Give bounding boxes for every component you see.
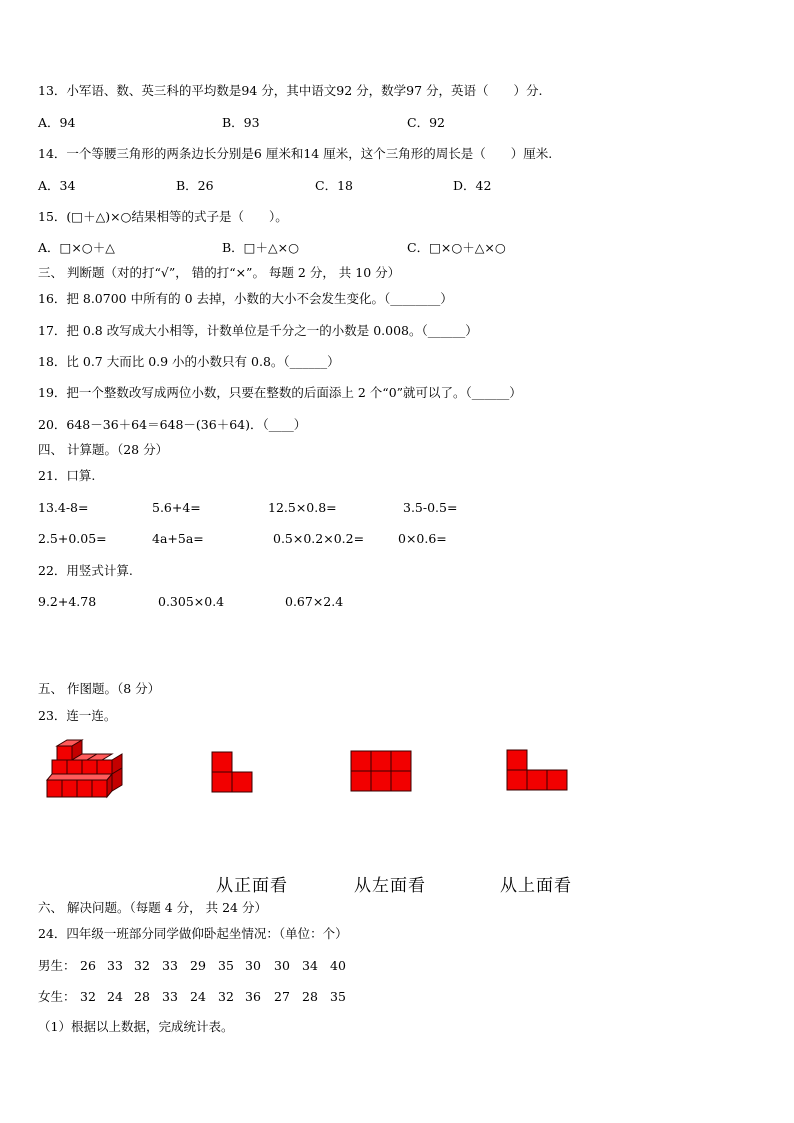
girls-value: 35 bbox=[330, 989, 346, 1004]
vertical-calc-item: 0.305×0.4 bbox=[158, 594, 225, 609]
q15-option-c: C．□×○＋△×○ bbox=[407, 240, 506, 255]
oral-calc-item: 3.5-0.5= bbox=[403, 500, 458, 515]
oral-calc-item: 0.5×0.2×0.2= bbox=[273, 531, 365, 546]
boys-value: 35 bbox=[218, 958, 234, 973]
question-16: 16．把 8.0700 中所有的 0 去掉，小数的大小不会发生变化。（________） bbox=[38, 291, 453, 306]
cube-solid-figure bbox=[45, 740, 125, 800]
boys-value: 32 bbox=[134, 958, 150, 973]
girls-label: 女生： bbox=[38, 989, 76, 1004]
boys-value: 26 bbox=[80, 958, 96, 973]
oral-calc-item: 12.5×0.8= bbox=[268, 500, 337, 515]
oral-calc-item: 4a+5a= bbox=[152, 531, 204, 546]
girls-value: 28 bbox=[302, 989, 318, 1004]
boys-value: 34 bbox=[302, 958, 318, 973]
oral-calc-item: 5.6+4= bbox=[152, 500, 201, 515]
girls-value: 28 bbox=[134, 989, 150, 1004]
q13-option-b: B．93 bbox=[222, 115, 260, 130]
girls-value: 27 bbox=[274, 989, 290, 1004]
question-24-title: 24．四年级一班部分同学做仰卧起坐情况：（单位：个） bbox=[38, 926, 348, 941]
q15-option-a: A．□×○＋△ bbox=[38, 240, 115, 255]
question-24-sub1: （1）根据以上数据，完成统计表。 bbox=[38, 1019, 234, 1034]
girls-value: 32 bbox=[80, 989, 96, 1004]
boys-value: 29 bbox=[190, 958, 206, 973]
view-figure-l-shape bbox=[212, 752, 254, 794]
boys-value: 33 bbox=[162, 958, 178, 973]
question-15-stem: 15．(□＋△)×○结果相等的式子是（ ）。 bbox=[38, 209, 288, 224]
question-20: 20．648－36＋64＝648－(36＋64)．（____） bbox=[38, 417, 307, 432]
boys-value: 30 bbox=[245, 958, 261, 973]
girls-value: 33 bbox=[162, 989, 178, 1004]
question-23-title: 23．连一连。 bbox=[38, 708, 117, 723]
section-5-heading: 五、 作图题。（8 分） bbox=[38, 681, 161, 696]
question-21-title: 21．口算. bbox=[38, 468, 96, 483]
section-4-heading: 四、 计算题。（28 分） bbox=[38, 442, 169, 457]
view-label-left: 从左面看 bbox=[354, 876, 426, 896]
question-18: 18．比 0.7 大而比 0.9 小的小数只有 0.8。（______） bbox=[38, 354, 340, 369]
question-13-stem: 13．小军语、数、英三科的平均数是94 分，其中语文92 分，数学97 分，英语（ ）分. bbox=[38, 83, 543, 98]
section-3-heading: 三、 判断题（对的打“√”， 错的打“×”。 每题 2 分， 共 10 分） bbox=[38, 265, 401, 280]
boys-value: 40 bbox=[330, 958, 346, 973]
vertical-calc-item: 0.67×2.4 bbox=[285, 594, 344, 609]
q14-option-d: D．42 bbox=[453, 178, 492, 193]
q13-option-a: A．94 bbox=[38, 115, 76, 130]
q13-option-c: C．92 bbox=[407, 115, 445, 130]
question-17: 17．把 0.8 改写成大小相等，计数单位是千分之一的小数是 0.008。（______） bbox=[38, 323, 478, 338]
q14-option-c: C．18 bbox=[315, 178, 353, 193]
q14-option-b: B．26 bbox=[176, 178, 214, 193]
oral-calc-item: 0×0.6= bbox=[398, 531, 447, 546]
boys-label: 男生： bbox=[38, 958, 76, 973]
boys-value: 30 bbox=[274, 958, 290, 973]
view-figure-long-l-shape bbox=[507, 750, 569, 792]
girls-value: 36 bbox=[245, 989, 261, 1004]
boys-value: 33 bbox=[107, 958, 123, 973]
view-label-front: 从正面看 bbox=[216, 876, 288, 896]
girls-value: 24 bbox=[107, 989, 123, 1004]
q15-option-b: B．□＋△×○ bbox=[222, 240, 299, 255]
q14-option-a: A．34 bbox=[38, 178, 76, 193]
oral-calc-item: 13.4-8= bbox=[38, 500, 89, 515]
girls-value: 32 bbox=[218, 989, 234, 1004]
section-6-heading: 六、 解决问题。（每题 4 分， 共 24 分） bbox=[38, 900, 267, 915]
view-label-top: 从上面看 bbox=[500, 876, 572, 896]
question-19: 19．把一个整数改写成两位小数，只要在整数的后面添上 2 个“0”就可以了。（______） bbox=[38, 385, 522, 400]
view-figure-grid bbox=[351, 751, 413, 793]
oral-calc-item: 2.5+0.05= bbox=[38, 531, 107, 546]
girls-value: 24 bbox=[190, 989, 206, 1004]
question-22-title: 22．用竖式计算. bbox=[38, 563, 133, 578]
question-14-stem: 14．一个等腰三角形的两条边长分别是6 厘米和14 厘米，这个三角形的周长是（ ）厘米. bbox=[38, 146, 553, 161]
vertical-calc-item: 9.2+4.78 bbox=[38, 594, 97, 609]
